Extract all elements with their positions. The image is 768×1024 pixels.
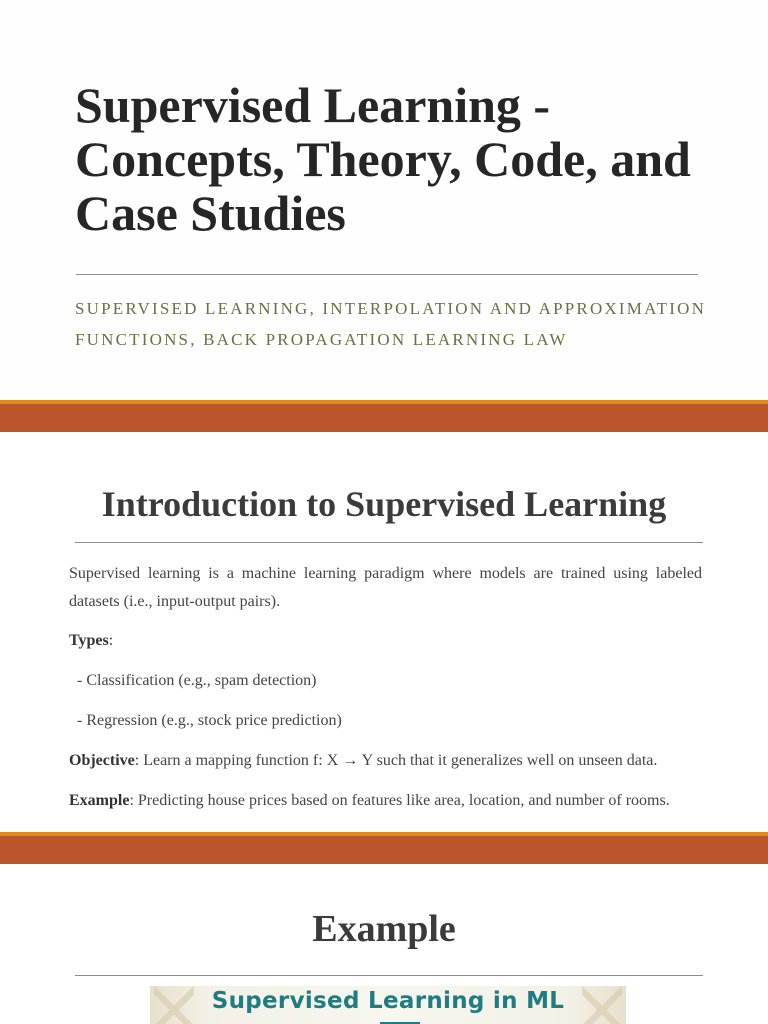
title-slide <box>0 0 768 400</box>
slide-separator-band <box>0 832 768 864</box>
image-caption: Supervised Learning in ML <box>211 988 565 1014</box>
objective-label: Objective <box>69 752 135 769</box>
objective-line <box>69 751 657 771</box>
example-line <box>69 791 670 811</box>
example-image <box>150 986 626 1024</box>
types-label: Types <box>69 632 109 649</box>
definition-paragraph: Supervised learning is a machine learning paradigm where models are trained using labeled datasets (i.e., input-output pairs). <box>69 565 702 610</box>
types-colon: : <box>108 632 114 649</box>
title-divider <box>76 274 698 275</box>
list-item-regression: - Regression (e.g., stock price prediction) <box>77 712 342 729</box>
example-text: : Predicting house prices based on features like area, location, and number of rooms. <box>129 792 670 809</box>
example-divider <box>75 975 703 976</box>
intro-body <box>69 560 702 809</box>
example-label: Example <box>69 792 130 809</box>
page-title: Supervised Learning - Concepts, Theory, Code, and Case Studies <box>75 77 691 241</box>
intro-divider <box>75 542 703 543</box>
types-line <box>69 631 113 651</box>
example-heading: Example <box>312 908 456 950</box>
page-subtitle: SUPERVISED LEARNING, INTERPOLATION AND APPROXIMATION FUNCTIONS, BACK PROPAGATION LEARNING LAW <box>75 299 707 349</box>
intro-heading: Introduction to Supervised Learning <box>101 484 667 524</box>
slide-separator-band <box>0 400 768 432</box>
objective-text: : Learn a mapping function f: X → Y such that it generalizes well on unseen data. <box>134 752 658 769</box>
list-item-classification: - Classification (e.g., spam detection) <box>77 672 317 689</box>
